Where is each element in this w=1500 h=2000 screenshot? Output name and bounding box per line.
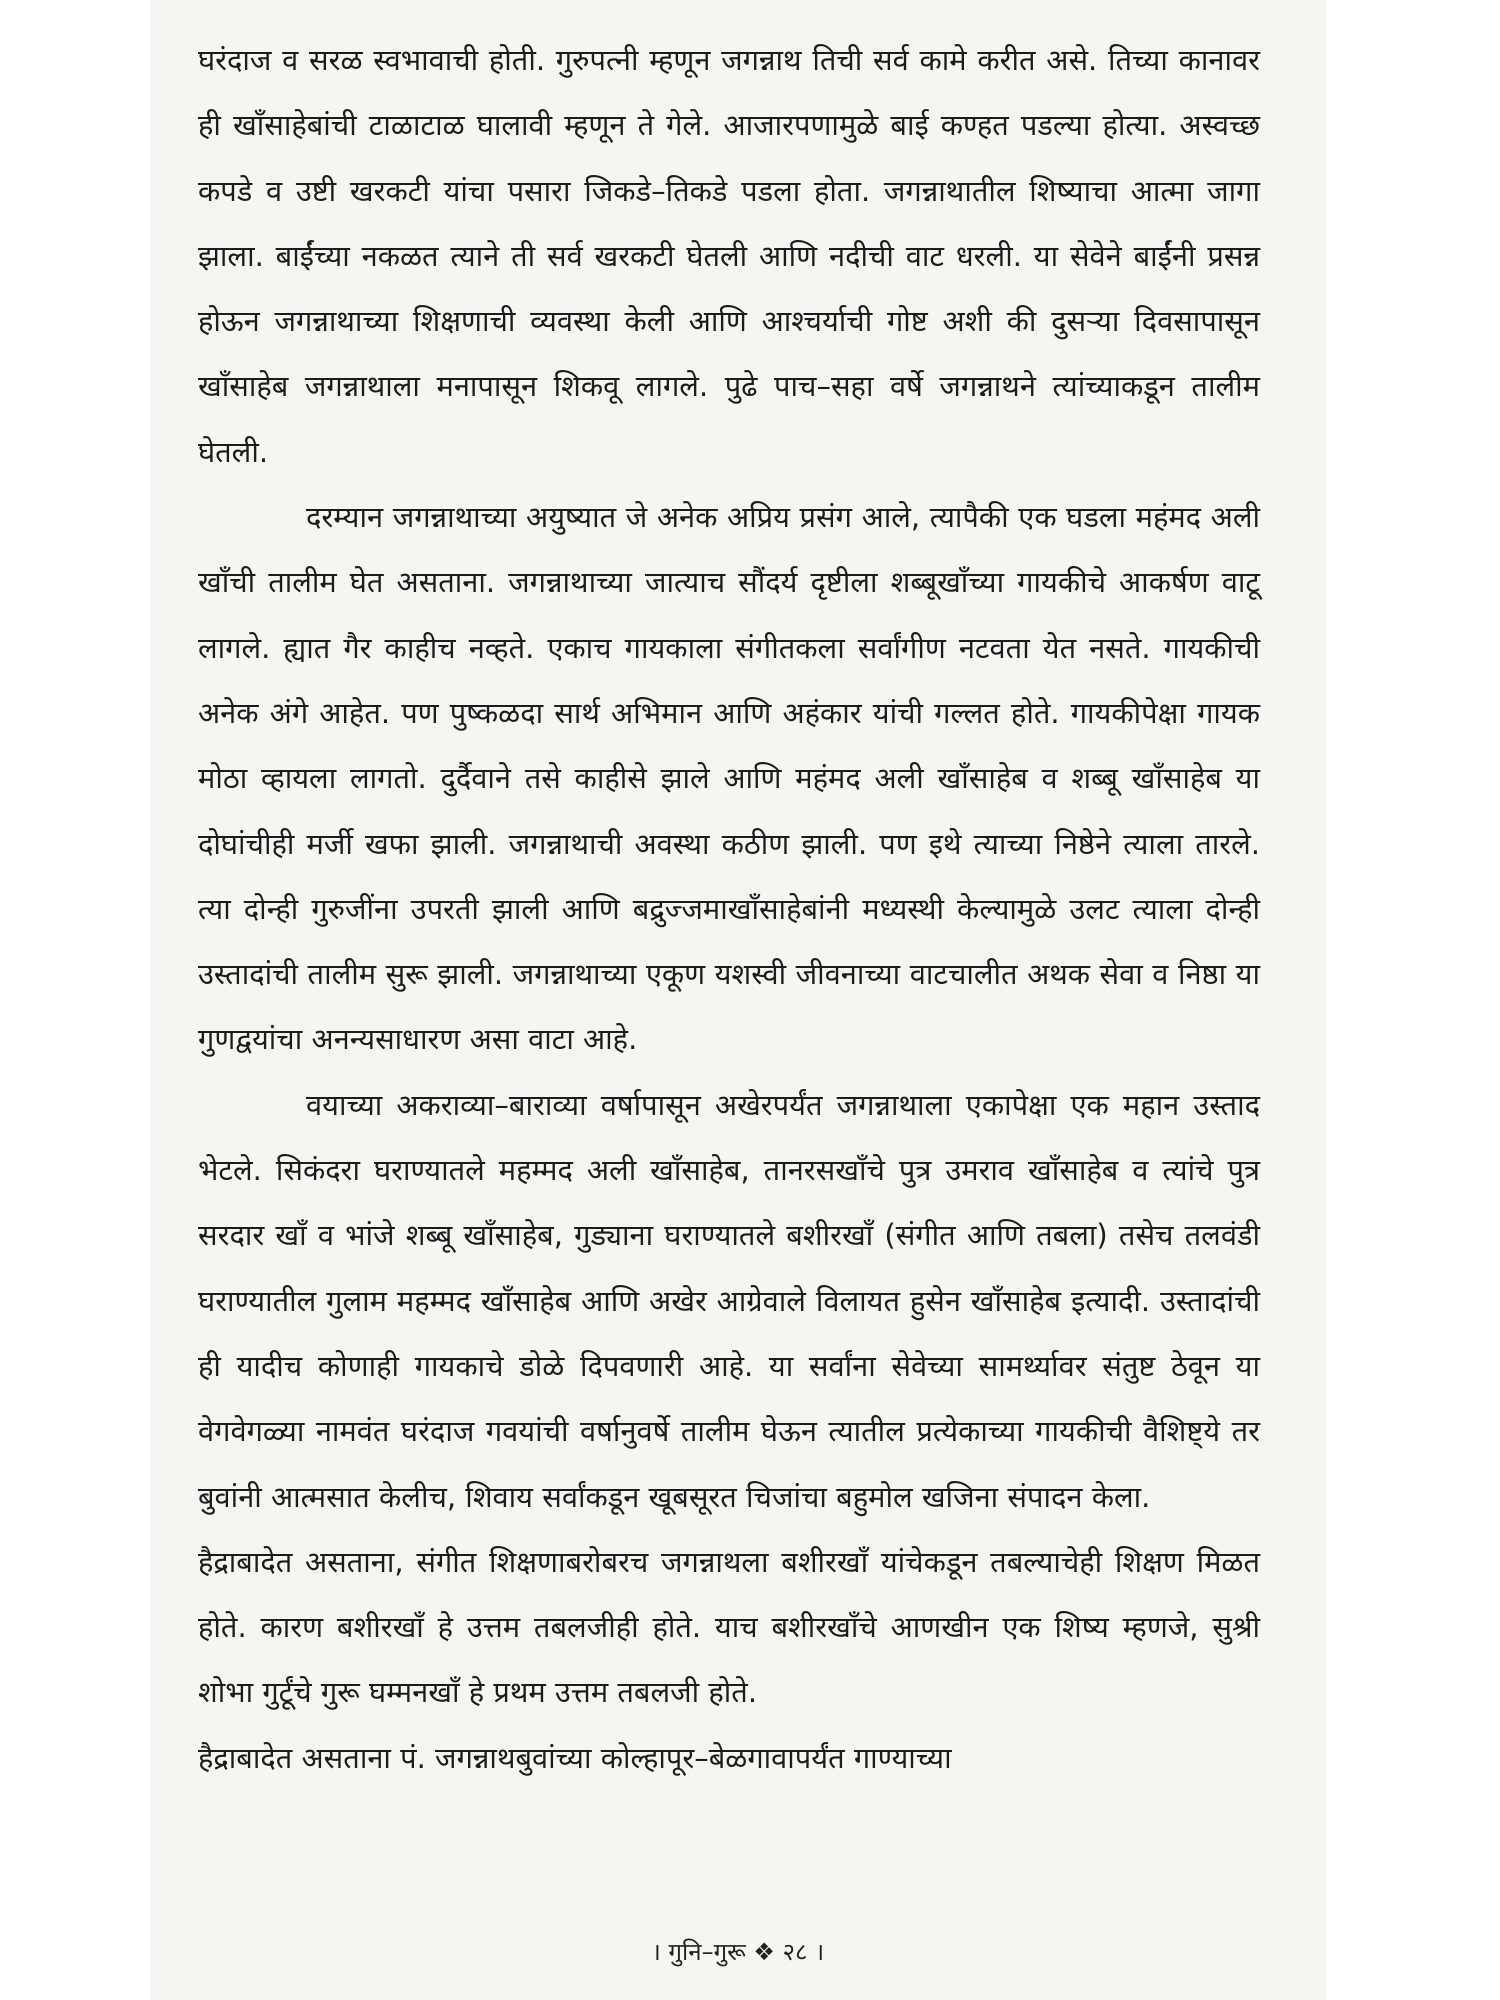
body-text	[198, 28, 1260, 1791]
paragraph-2: दरम्यान जगन्नाथाच्या अयुष्यात जे अनेक अप्रिय प्रसंग आले, त्यापैकी एक घडला महंमद अली खाँची तालीम घेत असताना. जगन्नाथाच्या जात्याच सौंदर्य दृष्टीला शब्बूखाँच्या गायकीचे आकर्षण वाटू लागले. ह्यात गैर काहीच नव्हते. एकाच गायकाला संगीतकला सर्वांगीण नटवता येत नसते. गायकीची अनेक अंगे आहेत. पण पुष्कळदा सार्थ अभिमान आणि अहंकार यांची गल्लत होते. गायकीपेक्षा गायक मोठा व्हायला लागतो. दुर्दैवाने तसे काहीसे झाले आणि महंमद अली खाँसाहेब व शब्बू खाँसाहेब या दोघांचीही मर्जी खफा झाली. जगन्नाथाची अवस्था कठीण झाली. पण इथे त्याच्या निष्ठेने त्याला तारले. त्या दोन्ही गुरुजींना उपरती झाली आणि बद्रुज्जमाखाँसाहेबांनी मध्यस्थी केल्यामुळे उलट त्याला दोन्ही उस्तादांची तालीम सुरू झाली. जगन्नाथाच्या एकूण यशस्वी जीवनाच्या वाटचालीत अथक सेवा व निष्ठा या गुणद्वयांचा अनन्यसाधारण असा वाटा आहे.	[198, 500, 1260, 1057]
page-footer: । गुनि–गुरू ❖ २८ ।	[651, 1938, 825, 1966]
paragraph-3: वयाच्या अकराव्या–बाराव्या वर्षापासून अखेरपर्यंत जगन्नाथाला एकापेक्षा एक महान उस्ताद भेटले. सिकंदरा घराण्यातले महम्मद अली खाँसाहेब, तानरसखाँचे पुत्र उमराव खाँसाहेब व त्यांचे पुत्र सरदार खाँ व भांजे शब्बू खाँसाहेब, गुड्याना घराण्यातले बशीरखाँ (संगीत आणि तबला) तसेच तलवंडी घराण्यातील गुलाम महम्मद खाँसाहेब आणि अखेर आग्रेवाले विलायत हुसेन खाँसाहेब इत्यादी. उस्तादांची ही यादीच कोणाही गायकाचे डोळे दिपवणारी आहे. या सर्वांना सेवेच्या सामर्थ्यावर संतुष्ट ठेवून या वेगवेगळ्या नामवंत घरंदाज गवयांची वर्षानुवर्षे तालीम घेऊन त्यातील प्रत्येकाच्या गायकीची वैशिष्ट्ये तर बुवांनी आत्मसात केलीच, शिवाय सर्वांकडून खूबसूरत चिजांचा बहुमोल खजिना संपादन केला.	[198, 1087, 1260, 1514]
paragraph-1: घरंदाज व सरळ स्वभावाची होती. गुरुपत्नी म्हणून जगन्नाथ तिची सर्व कामे करीत असे. तिच्या कानावर ही खाँसाहेबांची टाळाटाळ घालावी म्हणून ते गेले. आजारपणामुळे बाई कण्हत पडल्या होत्या. अस्वच्छ कपडे व उष्टी खरकटी यांचा पसारा जिकडे–तिकडे पडला होता. जगन्नाथातील शिष्याचा आत्मा जागा झाला. बाईंच्या नकळत त्याने ती सर्व खरकटी घेतली आणि नदीची वाट धरली. या सेवेने बाईंनी प्रसन्न होऊन जगन्नाथाच्या शिक्षणाची व्यवस्था केली आणि आश्चर्याची गोष्ट अशी की दुसऱ्या दिवसापासून खाँसाहेब जगन्नाथाला मनापासून शिकवू लागले. पुढे पाच–सहा वर्षे जगन्नाथने त्यांच्याकडून तालीम घेतली.	[198, 43, 1260, 469]
paragraph-4: हैद्राबादेत असताना, संगीत शिक्षणाबरोबरच जगन्नाथला बशीरखाँ यांचेकडून तबल्याचेही शिक्षण मिळत होते. कारण बशीरखाँ हे उत्तम तबलजीही होते. याच बशीरखाँचे आणखीन एक शिष्य म्हणजे, सुश्री शोभा गुर्टूंचे गुरू घम्मनखाँ हे प्रथम उत्तम तबलजी होते.	[198, 1544, 1260, 1710]
book-page	[150, 0, 1326, 2000]
paragraph-5: हैद्राबादेत असताना पं. जगन्नाथबुवांच्या कोल्हापूर–बेळगावापर्यंत गाण्याच्या	[198, 1740, 952, 1775]
